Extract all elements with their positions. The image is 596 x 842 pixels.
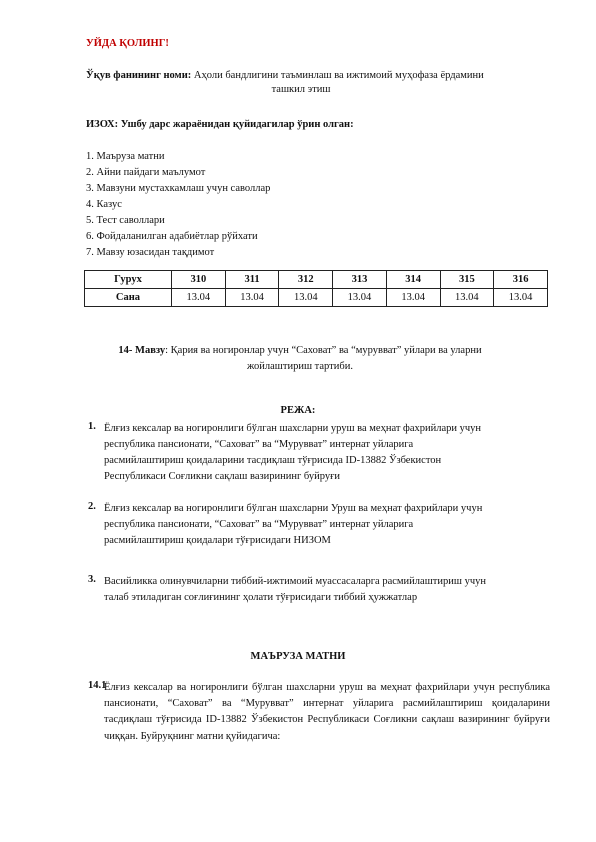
plan-item-number: 3. — [88, 574, 96, 585]
plan-item — [104, 421, 481, 485]
date-cell: 13.04 — [494, 289, 548, 307]
group-cell: 316 — [494, 271, 548, 289]
subject-name-line2: ташкил этиш — [271, 84, 331, 95]
section-number: 14.1 — [88, 680, 107, 691]
plan-item-number: 1. — [88, 421, 96, 432]
schedule-table — [84, 270, 548, 307]
contents-item: 5. Тест саволлари — [86, 215, 165, 226]
group-cell: 313 — [333, 271, 387, 289]
contents-item: 4. Казус — [86, 199, 122, 210]
topic-label: 14- Мавзу — [118, 345, 166, 356]
date-cell: 13.04 — [279, 289, 333, 307]
lecture-title: МАЪРУЗА МАТНИ — [250, 651, 346, 662]
group-cell: 311 — [225, 271, 279, 289]
group-cell: 315 — [440, 271, 494, 289]
date-header-cell: Сана — [85, 289, 172, 307]
table-row — [85, 271, 548, 289]
plan-item — [104, 574, 486, 606]
plan-item-number: 2. — [88, 501, 96, 512]
topic-text-line2: жойлаштириш тартиби. — [247, 361, 353, 372]
topic-heading — [84, 343, 516, 375]
plan-item-line: республика пансионати, “Саховат” ва “Мурувват” интернат уйларига — [104, 519, 414, 530]
date-cell: 13.04 — [386, 289, 440, 307]
plan-item-line: расмийлаштириш қоидаларини тасдиқлаш тўғрисида ID-13882 Ўзбекистон — [104, 455, 442, 466]
plan-item-line: республика пансионати, “Саховат” ва “Мурувват” интернат уйларига — [104, 439, 414, 450]
contents-item: 2. Айни пайдаги маълумот — [86, 167, 206, 178]
table-row — [85, 289, 548, 307]
plan-item-line: Васийликка олинувчиларни тиббий-ижтимоий муассасаларга расмийлаштириш учун — [104, 576, 486, 587]
group-header-cell: Гурух — [85, 271, 172, 289]
plan-item-line: Ёлғиз кексалар ва ногиронлиги бўлган шахсларни Уруш ва меҳнат фахрийлари учун — [104, 503, 483, 514]
plan-item — [104, 501, 482, 549]
date-cell: 13.04 — [225, 289, 279, 307]
group-cell: 314 — [386, 271, 440, 289]
contents-item: 7. Мавзу юзасидан тақдимот — [86, 247, 215, 258]
date-cell: 13.04 — [172, 289, 226, 307]
subject-line — [86, 70, 484, 81]
contents-item: 3. Мавзуни мустахкамлаш учун саволлар — [86, 183, 271, 194]
plan-title: РЕЖА: — [280, 405, 316, 416]
contents-item: 6. Фойдаланилган адабиётлар рўйхати — [86, 231, 258, 242]
home-assignment-heading: УЙДА ҚОЛИНГ! — [86, 38, 169, 49]
date-cell: 13.04 — [333, 289, 387, 307]
subject-label: Ўқув фанининг номи: — [86, 70, 192, 81]
section-paragraph: Ёлғиз кексалар ва ногиронлиги бўлган шахсларни уруш ва меҳнат фахрийлари учун республика пансионати, “Саховат” ва “Мурувват” интернат уйларига расмийлаштириш қоидаларини тасдиқлаш тўғрисида ID-13882 Ўзбекистон Республикаси Соғликни сақлаш вазирининг буйруғи чиққан. Буйруқнинг матни қуйидагича: — [104, 682, 550, 742]
plan-item-line: Ёлғиз кексалар ва ногиронлиги бўлган шахсларни уруш ва меҳнат фахрийлари учун — [104, 423, 482, 434]
note-heading: ИЗОХ: Ушбу дарс жараёнидан қуйидагилар ўрин олган: — [86, 119, 354, 130]
plan-item-line: Республикаси Соғликни сақлаш вазирининг буйруғи — [104, 471, 341, 482]
plan-item-line: талаб этиладиган соғлиғининг ҳолати тўғрисидаги тиббий ҳужжатлар — [104, 592, 418, 603]
date-cell: 13.04 — [440, 289, 494, 307]
group-cell: 310 — [172, 271, 226, 289]
topic-text-line1: : Қария ва ногиронлар учун “Саховат” ва “мурувват” уйлари ва уларни — [165, 345, 482, 356]
subject-name-line1: Аҳоли бандлигини таъминлаш ва ижтимоий муҳофаза ёрдамини — [193, 70, 484, 81]
group-cell: 312 — [279, 271, 333, 289]
plan-item-line: расмийлаштириш қоидалари тўғрисидаги НИЗОМ — [104, 535, 331, 546]
contents-item: 1. Маъруза матни — [86, 151, 165, 162]
